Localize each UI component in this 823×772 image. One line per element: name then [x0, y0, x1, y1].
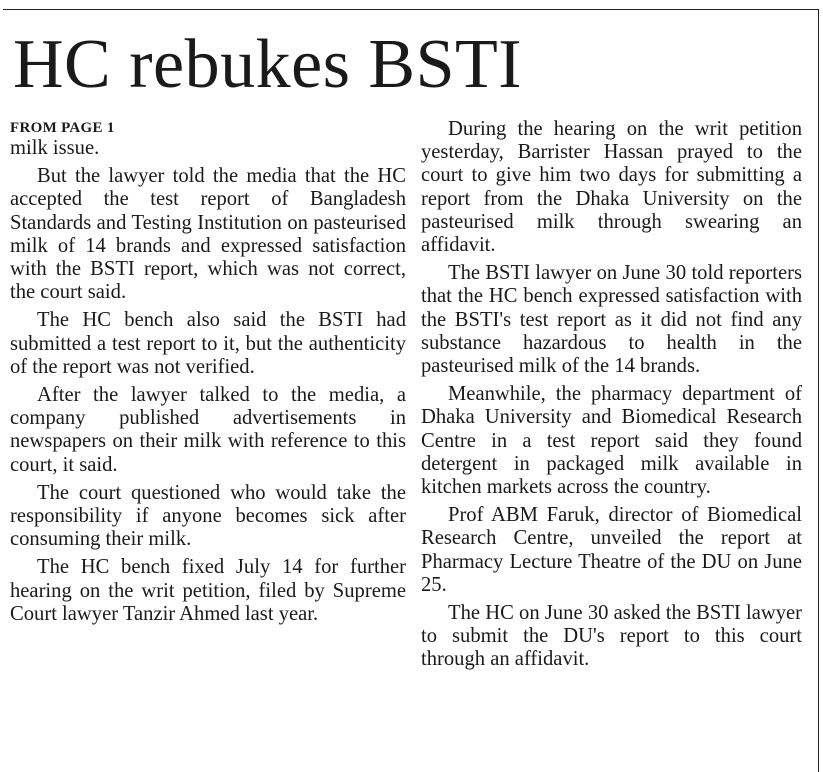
left-column [10, 116, 406, 631]
kicker: FROM PAGE 1 [10, 120, 115, 136]
paragraph: During the hearing on the writ petition yesterday, Barrister Hassan prayed to the court to give him two days for submitting a report from the Dhaka University on the pasteurised milk through swearing an affidavit. [421, 118, 802, 257]
paragraph: The HC bench also said the BSTI had submitted a test report to it, but the authenticity of the report was not verified. [10, 309, 406, 378]
frame-top-rule [3, 9, 819, 10]
paragraph: The HC bench fixed July 14 for further hearing on the writ petition, filed by Supreme Court lawyer Tanzir Ahmed last year. [10, 556, 406, 625]
paragraph: The court questioned who would take the responsibility if anyone becomes sick after consuming their milk. [10, 481, 406, 551]
paragraph: After the lawyer talked to the media, a company published advertisements in newspapers on their milk with reference to this court, it said. [10, 384, 406, 476]
paragraph: The BSTI lawyer on June 30 told reporters that the HC bench expressed satisfaction with the BSTI's test report as it did not find any substance hazardous to health in the pasteurised milk of the 14 brands. [421, 262, 802, 378]
paragraph: But the lawyer told the media that the HC accepted the test report of Bangladesh Standards and Testing Institution on pasteurised milk of 14 brands and expressed satisfaction with the BSTI report, which was not correct, the court said. [10, 165, 406, 304]
paragraph: milk issue. [10, 137, 100, 159]
paragraph: Prof ABM Faruk, director of Biomedical Research Centre, unveiled the report at Pharmacy Lecture Theatre of the DU on June 25. [421, 504, 802, 596]
paragraph: The HC on June 30 asked the BSTI lawyer to submit the DU's report to this court through an affidavit. [421, 602, 802, 671]
right-column [421, 118, 802, 677]
frame-right-rule [818, 9, 819, 772]
paragraph: Meanwhile, the pharmacy department of Dhaka University and Biomedical Research Centre in a test report said they found detergent in packaged milk available in kitchen markets across the country. [421, 383, 802, 499]
headline: HC rebukes BSTI [13, 26, 523, 103]
